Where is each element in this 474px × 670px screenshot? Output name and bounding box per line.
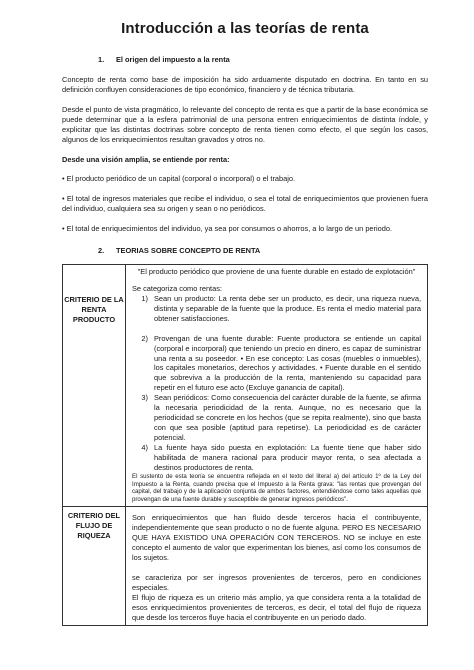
paragraph-pragmatic: Desde el punto de vista pragmático, lo relevante del concepto de renta es que a partir de la base económica se puede determinar que a la esfera patrimonial de una persona entren enriquecimientos de distinta índole, y explicitar que las distintas doctrinas sobre concepto de renta tienen como efecto, el que según los casos, algunos de los enriquecimientos resultan gravados y otros no. xyxy=(62,104,428,144)
document-page xyxy=(62,0,428,626)
row-content-renta-producto xyxy=(126,265,428,507)
subheading-broad-view: Desde una visión amplia, se entiende por renta: xyxy=(62,154,230,164)
section-1-heading-text: El origen del impuesto a la renta xyxy=(116,55,230,65)
paragraph-flujo-definition: Son enriquecimientos que han fluido desde terceros hacia el contribuyente, independientemente que sean producto o no de fuente alguna. PERO ES NECESARIO QUE HAYA EXISTIDO UNA OPERACIÓN CON TERCEROS. NO se incluye en este concepto el aumento de valor que experimentan los bienes, así como los consumos de los sujetos. xyxy=(132,513,421,562)
list-item: 4) La fuente haya sido puesta en explotación: La fuente tiene que haber sido habilitada de manera racional para producir mayor renta, o sea afectada a destinos productores de renta. xyxy=(141,442,421,472)
criteria-table xyxy=(62,264,428,625)
quote-definition: "El producto periódico que proviene de una fuente durable en estado de explotación" xyxy=(137,267,416,277)
section-2-heading-text: TEORIAS SOBRE CONCEPTO DE RENTA xyxy=(116,246,261,256)
paragraph-flujo-scope: El flujo de riqueza es un criterio más amplio, ya que considera renta a la totalidad de esos enriquecimientos provenientes de terceros, es decir, el total del flujo de riqueza que desde los terceros fluye hacia el contribuyente en un periodo dado. xyxy=(132,592,421,622)
list-item: 2) Provengan de una fuente durable: Fuente productora se entiende un capital (corporal e incorporal) que teniendo un precio en dinero, es capaz de suministrar una renta a su poseedor. • En ese concepto: Las cosas (muebles o inmuebles), los capitales monetarios, derechos y actividades. • Fuente durable en el sentido que sobreviva a la producción de la renta, manteniendo su capacidad para repetir en el futuro ese acto (Excluye ganancia de capital). xyxy=(141,333,421,393)
bullet-item-3: • El total de enriquecimientos del individuo, ya sea por consumos o ahorros, a lo largo de un periodo. xyxy=(62,224,393,234)
row-label-renta-producto: CRITERIO DE LA RENTA PRODUCTO xyxy=(63,265,126,507)
section-2-number: 2. xyxy=(98,246,105,256)
row-content-flujo-riqueza xyxy=(126,507,428,625)
categorize-intro: Se categoriza como rentas: xyxy=(132,284,222,293)
list-item: 3) Sean periódicos: Como consecuencia del carácter durable de la fuente, se afirma la necesaria periodicidad de la renta. Aunque, no es necesario que la periodicidad se concrete en los hechos (que se repita realmente), sino que basta con que sea posible (aptitud para repetirse). La periodicidad es de carácter potencial. xyxy=(141,393,421,442)
paragraph-flujo-characteristic: se caracteriza por ser ingresos provenientes de terceros, pero en condiciones especiales. xyxy=(132,572,421,592)
row-label-flujo-riqueza: CRITERIO DEL FLUJO DE RIQUEZA xyxy=(63,507,126,625)
section-1-heading xyxy=(98,55,428,65)
bullet-item-1: • El producto periódico de un capital (corporal o incorporal) o el trabajo. xyxy=(62,174,296,184)
list-item: 1) Sean un producto: La renta debe ser un producto, es decir, una riqueza nueva, distinta y separable de la fuente que la produce. Es renta el medio material para obtener satisfacciones. xyxy=(141,293,421,323)
criteria-list xyxy=(132,294,421,473)
bullet-item-2: • El total de ingresos materiales que recibe el individuo, o sea el total de enriquecimientos que provienen fuera del individuo, cualquiera sea su origen y sean o no periódicos. xyxy=(62,194,428,214)
section-2-heading xyxy=(98,246,428,256)
page-title: Introducción a las teorías de renta xyxy=(121,20,369,37)
table-row-flujo-riqueza xyxy=(63,507,428,625)
table-row-renta-producto xyxy=(63,265,428,507)
legal-basis-note: El sustento de esta teoría se encuentra reflejada en el texto del literal a) del artículo 1º de la Ley del Impuesto a la Renta, cuando precisa que el Impuesto a la Renta grava: "las rentas que provengan del capital, del trabajo y de la aplicación conjunta de ambos factores, entendiéndose como tales aquellas que provengan de una fuente durable y susceptible de generar ingresos periódicos". xyxy=(132,472,421,504)
section-1-number: 1. xyxy=(98,55,105,65)
paragraph-concept: Concepto de renta como base de imposición ha sido arduamente disputado en doctrina. En tanto en su definición confluyen consideraciones de tipo económico, financiero y de técnica tributaria. xyxy=(62,75,428,94)
